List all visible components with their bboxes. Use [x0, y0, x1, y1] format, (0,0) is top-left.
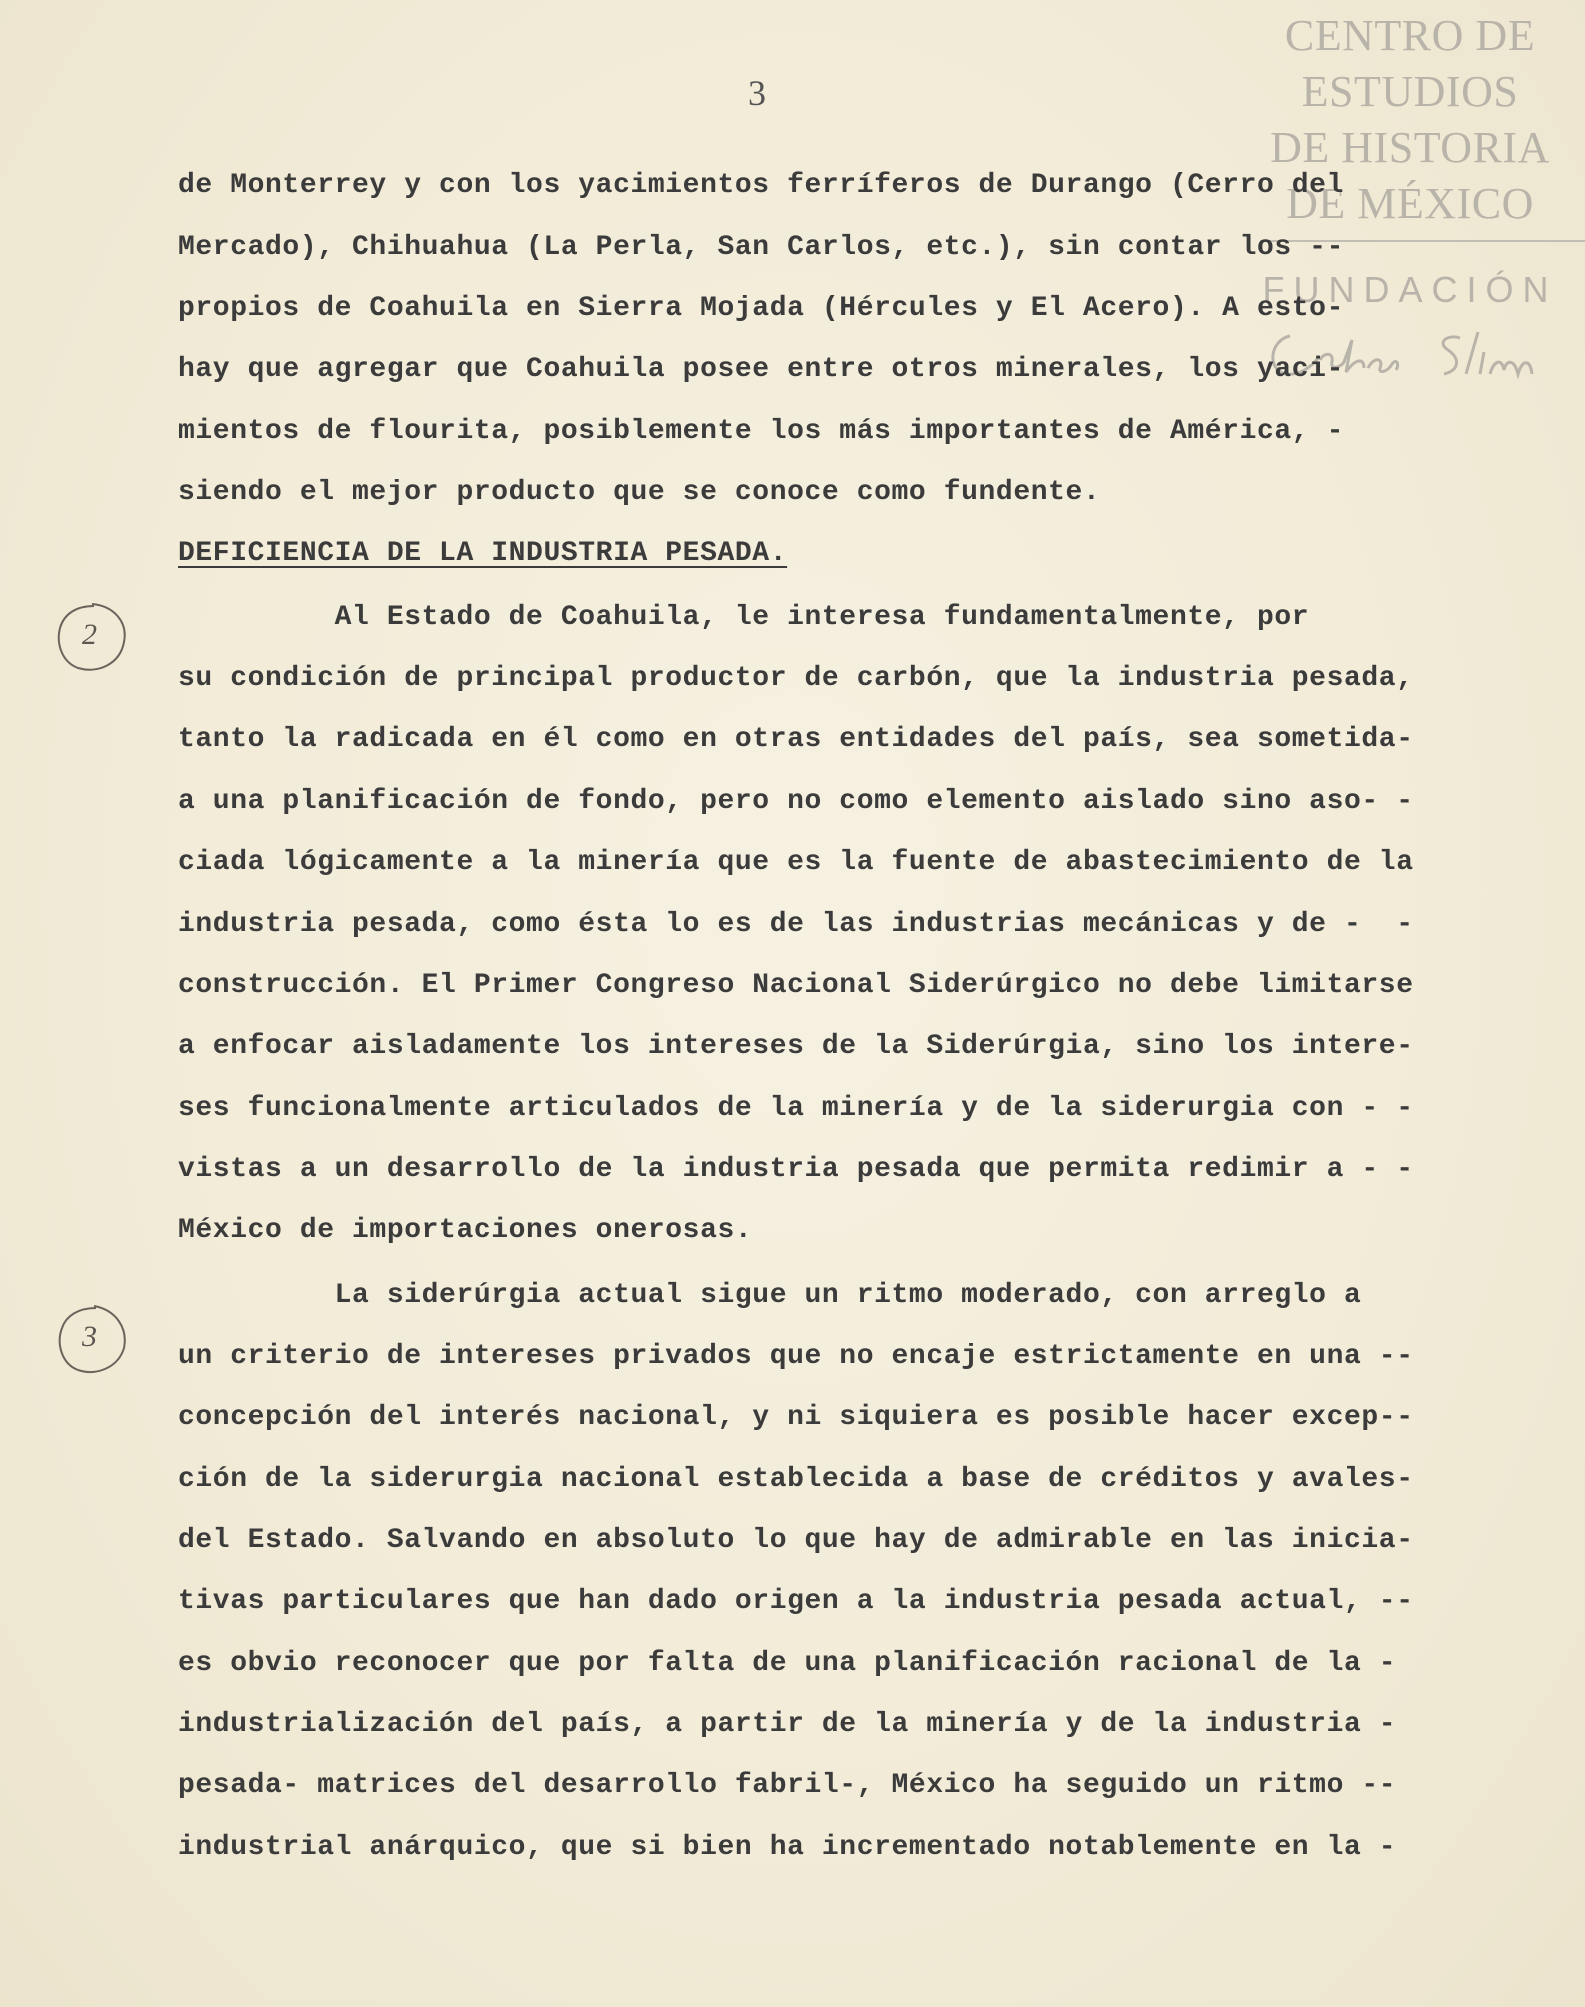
- body-line-13: industria pesada, como ésta lo es de las industrias mecánicas y de - -: [178, 909, 1414, 940]
- body-line-4: hay que agregar que Coahuila posee entre otros minerales, los yaci-: [178, 354, 1344, 385]
- body-line-21: concepción del interés nacional, y ni siquiera es posible hacer excep--: [178, 1402, 1414, 1433]
- section-heading: DEFICIENCIA DE LA INDUSTRIA PESADA.: [178, 538, 788, 569]
- watermark-line-4: DE MÉXICO: [1286, 179, 1534, 228]
- body-line-20: un criterio de intereses privados que no encaje estrictamente en una --: [178, 1341, 1414, 1372]
- body-line-19: La siderúrgia actual sigue un ritmo moderado, con arreglo a: [178, 1280, 1362, 1311]
- watermark-line-2: ESTUDIOS: [1301, 67, 1519, 116]
- body-line-14: construcción. El Primer Congreso Nacional Siderúrgico no debe limitarse: [178, 970, 1414, 1001]
- margin-annotation-3-label: 3: [82, 1320, 97, 1353]
- body-line-24: tivas particulares que han dado origen a la industria pesada actual, --: [178, 1586, 1414, 1617]
- body-line-28: industrial anárquico, que si bien ha incrementado notablemente en la -: [178, 1832, 1397, 1863]
- body-line-23: del Estado. Salvando en absoluto lo que hay de admirable en las inicia-: [178, 1525, 1414, 1556]
- margin-annotation-2: [52, 598, 132, 678]
- body-line-18: México de importaciones onerosas.: [178, 1215, 753, 1246]
- margin-annotation-3: [52, 1300, 132, 1380]
- body-line-6: siendo el mejor producto que se conoce como fundente.: [178, 477, 1101, 508]
- body-line-10: tanto la radicada en él como en otras entidades del país, sea sometida-: [178, 724, 1414, 755]
- body-line-17: vistas a un desarrollo de la industria pesada que permita redimir a - -: [178, 1154, 1414, 1185]
- watermark-foundation: FUNDACIÓN: [1262, 269, 1558, 310]
- margin-annotation-2-label: 2: [82, 618, 97, 651]
- body-line-22: ción de la siderurgia nacional establecida a base de créditos y avales-: [178, 1464, 1414, 1495]
- body-line-3: propios de Coahuila en Sierra Mojada (Hércules y El Acero). A esto-: [178, 293, 1344, 324]
- body-line-26: industrialización del país, a partir de la minería y de la industria -: [178, 1709, 1397, 1740]
- watermark-line-3: DE HISTORIA: [1270, 123, 1550, 172]
- body-line-2: Mercado), Chihuahua (La Perla, San Carlos, etc.), sin contar los --: [178, 232, 1344, 263]
- body-line-1: de Monterrey y con los yacimientos ferríferos de Durango (Cerro del: [178, 170, 1344, 201]
- page-number: 3: [748, 73, 766, 113]
- body-line-9: su condición de principal productor de carbón, que la industria pesada,: [178, 663, 1414, 694]
- body-line-15: a enfocar aisladamente los intereses de la Siderúrgia, sino los intere-: [178, 1031, 1414, 1062]
- body-line-12: ciada lógicamente a la minería que es la fuente de abastecimiento de la: [178, 847, 1414, 878]
- body-line-25: es obvio reconocer que por falta de una planificación racional de la -: [178, 1648, 1397, 1679]
- watermark-line-1: CENTRO DE: [1284, 11, 1536, 60]
- body-line-16: ses funcionalmente articulados de la minería y de la siderurgia con - -: [178, 1093, 1414, 1124]
- body-line-27: pesada- matrices del desarrollo fabril-, México ha seguido un ritmo --: [178, 1770, 1397, 1801]
- body-line-11: a una planificación de fondo, pero no como elemento aislado sino aso- -: [178, 786, 1414, 817]
- body-line-8: Al Estado de Coahuila, le interesa fundamentalmente, por: [178, 602, 1310, 633]
- body-line-5: mientos de flourita, posiblemente los más importantes de América, -: [178, 416, 1344, 447]
